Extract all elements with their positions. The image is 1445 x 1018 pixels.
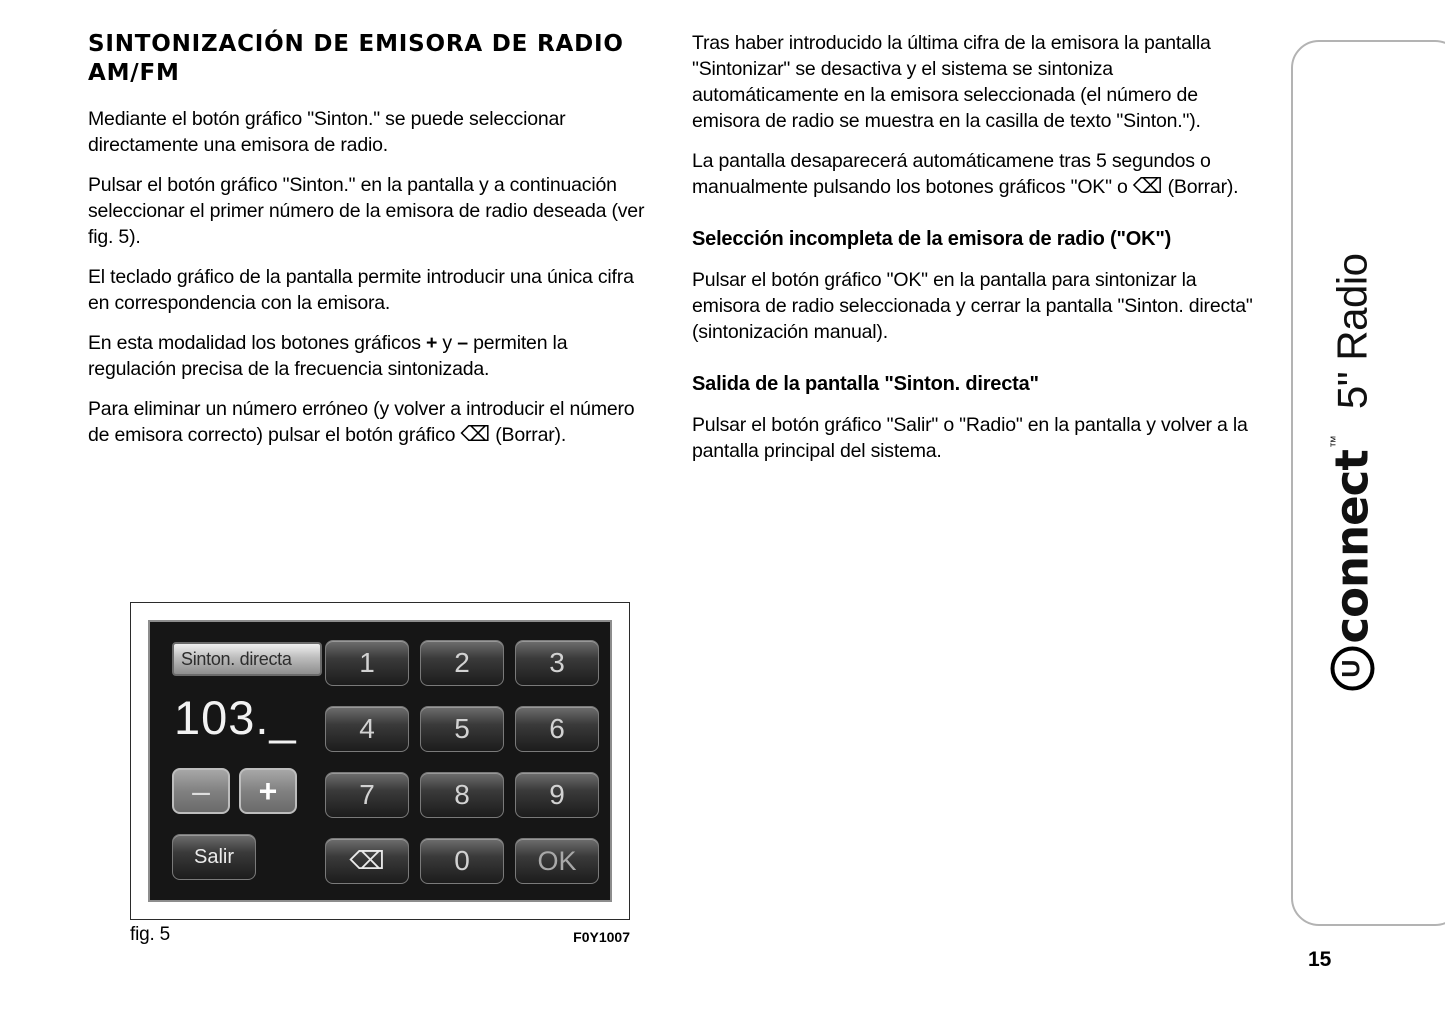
paragraph-screen-timeout <box>692 148 1258 200</box>
paragraph-ok-button: Pulsar el botón gráfico "OK" en la pantalla para sintonizar la emisora de radio seleccionada y cerrar la pantalla "Sinton. directa" (sintonización manual). <box>692 269 1253 343</box>
key-1: 1 <box>325 640 409 686</box>
key-4: 4 <box>325 706 409 752</box>
uconnect-logo-icon <box>1330 647 1374 691</box>
minus-button: – <box>172 768 230 814</box>
numeric-keypad <box>325 640 599 884</box>
minus-symbol: – <box>457 332 468 354</box>
paragraph-exit-info: Pulsar el botón gráfico "Salir" o "Radio" en la pantalla y volver a la pantalla principal del sistema. <box>692 414 1248 462</box>
paragraph-sinton-steps: Pulsar el botón gráfico "Sinton." en la pantalla y a continuación seleccionar el primer número de la emisora de radio deseada (ver fig. 5). <box>88 174 645 248</box>
key-ok: OK <box>515 838 599 884</box>
page-number: 15 <box>1308 948 1332 971</box>
exit-button: Salir <box>172 834 256 880</box>
text-segment: permiten la regulación precisa de la frecuencia sintonizada. <box>88 332 568 380</box>
heading-exit-screen: Salida de la pantalla "Sinton. directa" <box>692 373 1039 395</box>
left-column <box>88 30 656 462</box>
section-title: SINTONIZACIÓN DE EMISORA DE RADIO AM/FM <box>88 31 624 86</box>
key-3: 3 <box>515 640 599 686</box>
plus-button: + <box>239 768 297 814</box>
brand-name: connect <box>1325 450 1379 644</box>
direct-tune-label: Sinton. directa <box>172 642 322 676</box>
paragraph-delete-number <box>88 396 656 448</box>
key-9: 9 <box>515 772 599 818</box>
tune-adjust-buttons <box>172 768 297 814</box>
paragraph-sinton-intro: Mediante el botón gráfico "Sinton." se puede seleccionar directamente una emisora de radio. <box>88 108 566 156</box>
text-segment: (Borrar). <box>490 424 567 446</box>
radio-touchscreen <box>148 620 612 902</box>
uconnect-brand <box>1326 253 1379 690</box>
key-0: 0 <box>420 838 504 884</box>
key-7: 7 <box>325 772 409 818</box>
backspace-icon: ⌫ <box>1132 175 1163 198</box>
backspace-icon: ⌫ <box>460 423 491 446</box>
figure-radio-screen <box>130 602 630 920</box>
frequency-display: 103._ <box>174 691 297 744</box>
text-segment: La pantalla desaparecerá automáticamene tras 5 segundos o manualmente pulsando los botones gráficos "OK" o <box>692 150 1211 198</box>
key-8: 8 <box>420 772 504 818</box>
figure-caption: fig. 5 <box>130 924 170 945</box>
key-6: 6 <box>515 706 599 752</box>
logo-letter: U <box>1337 659 1366 678</box>
paragraph-keypad-info: El teclado gráfico de la pantalla permite introducir una única cifra en correspondencia con la emisora. <box>88 266 634 314</box>
key-5: 5 <box>420 706 504 752</box>
text-segment: En esta modalidad los botones gráficos <box>88 332 426 354</box>
heading-incomplete-selection: Selección incompleta de la emisora de radio ("OK") <box>692 228 1172 250</box>
figure-code: F0Y1007 <box>573 929 630 945</box>
text-segment: Para eliminar un número erróneo (y volver a introducir el número de emisora correcto) pulsar el botón gráfico <box>88 398 635 446</box>
key-backspace: ⌫ <box>325 838 409 884</box>
plus-symbol: + <box>426 332 438 354</box>
trademark-symbol: ™ <box>1327 435 1343 449</box>
text-segment: y <box>437 332 458 354</box>
paragraph-auto-tune: Tras haber introducido la última cifra de la emisora la pantalla "Sintonizar" se desactiva y el sistema se sintoniza automáticamente en la emisora seleccionada (el número de emisora de radio se muestra en la casilla de texto "Sinton."). <box>692 32 1211 132</box>
product-name: 5" Radio <box>1328 253 1375 410</box>
key-2: 2 <box>420 640 504 686</box>
paragraph-plus-minus <box>88 330 656 382</box>
right-column <box>692 30 1258 478</box>
text-segment: (Borrar). <box>1162 176 1239 198</box>
